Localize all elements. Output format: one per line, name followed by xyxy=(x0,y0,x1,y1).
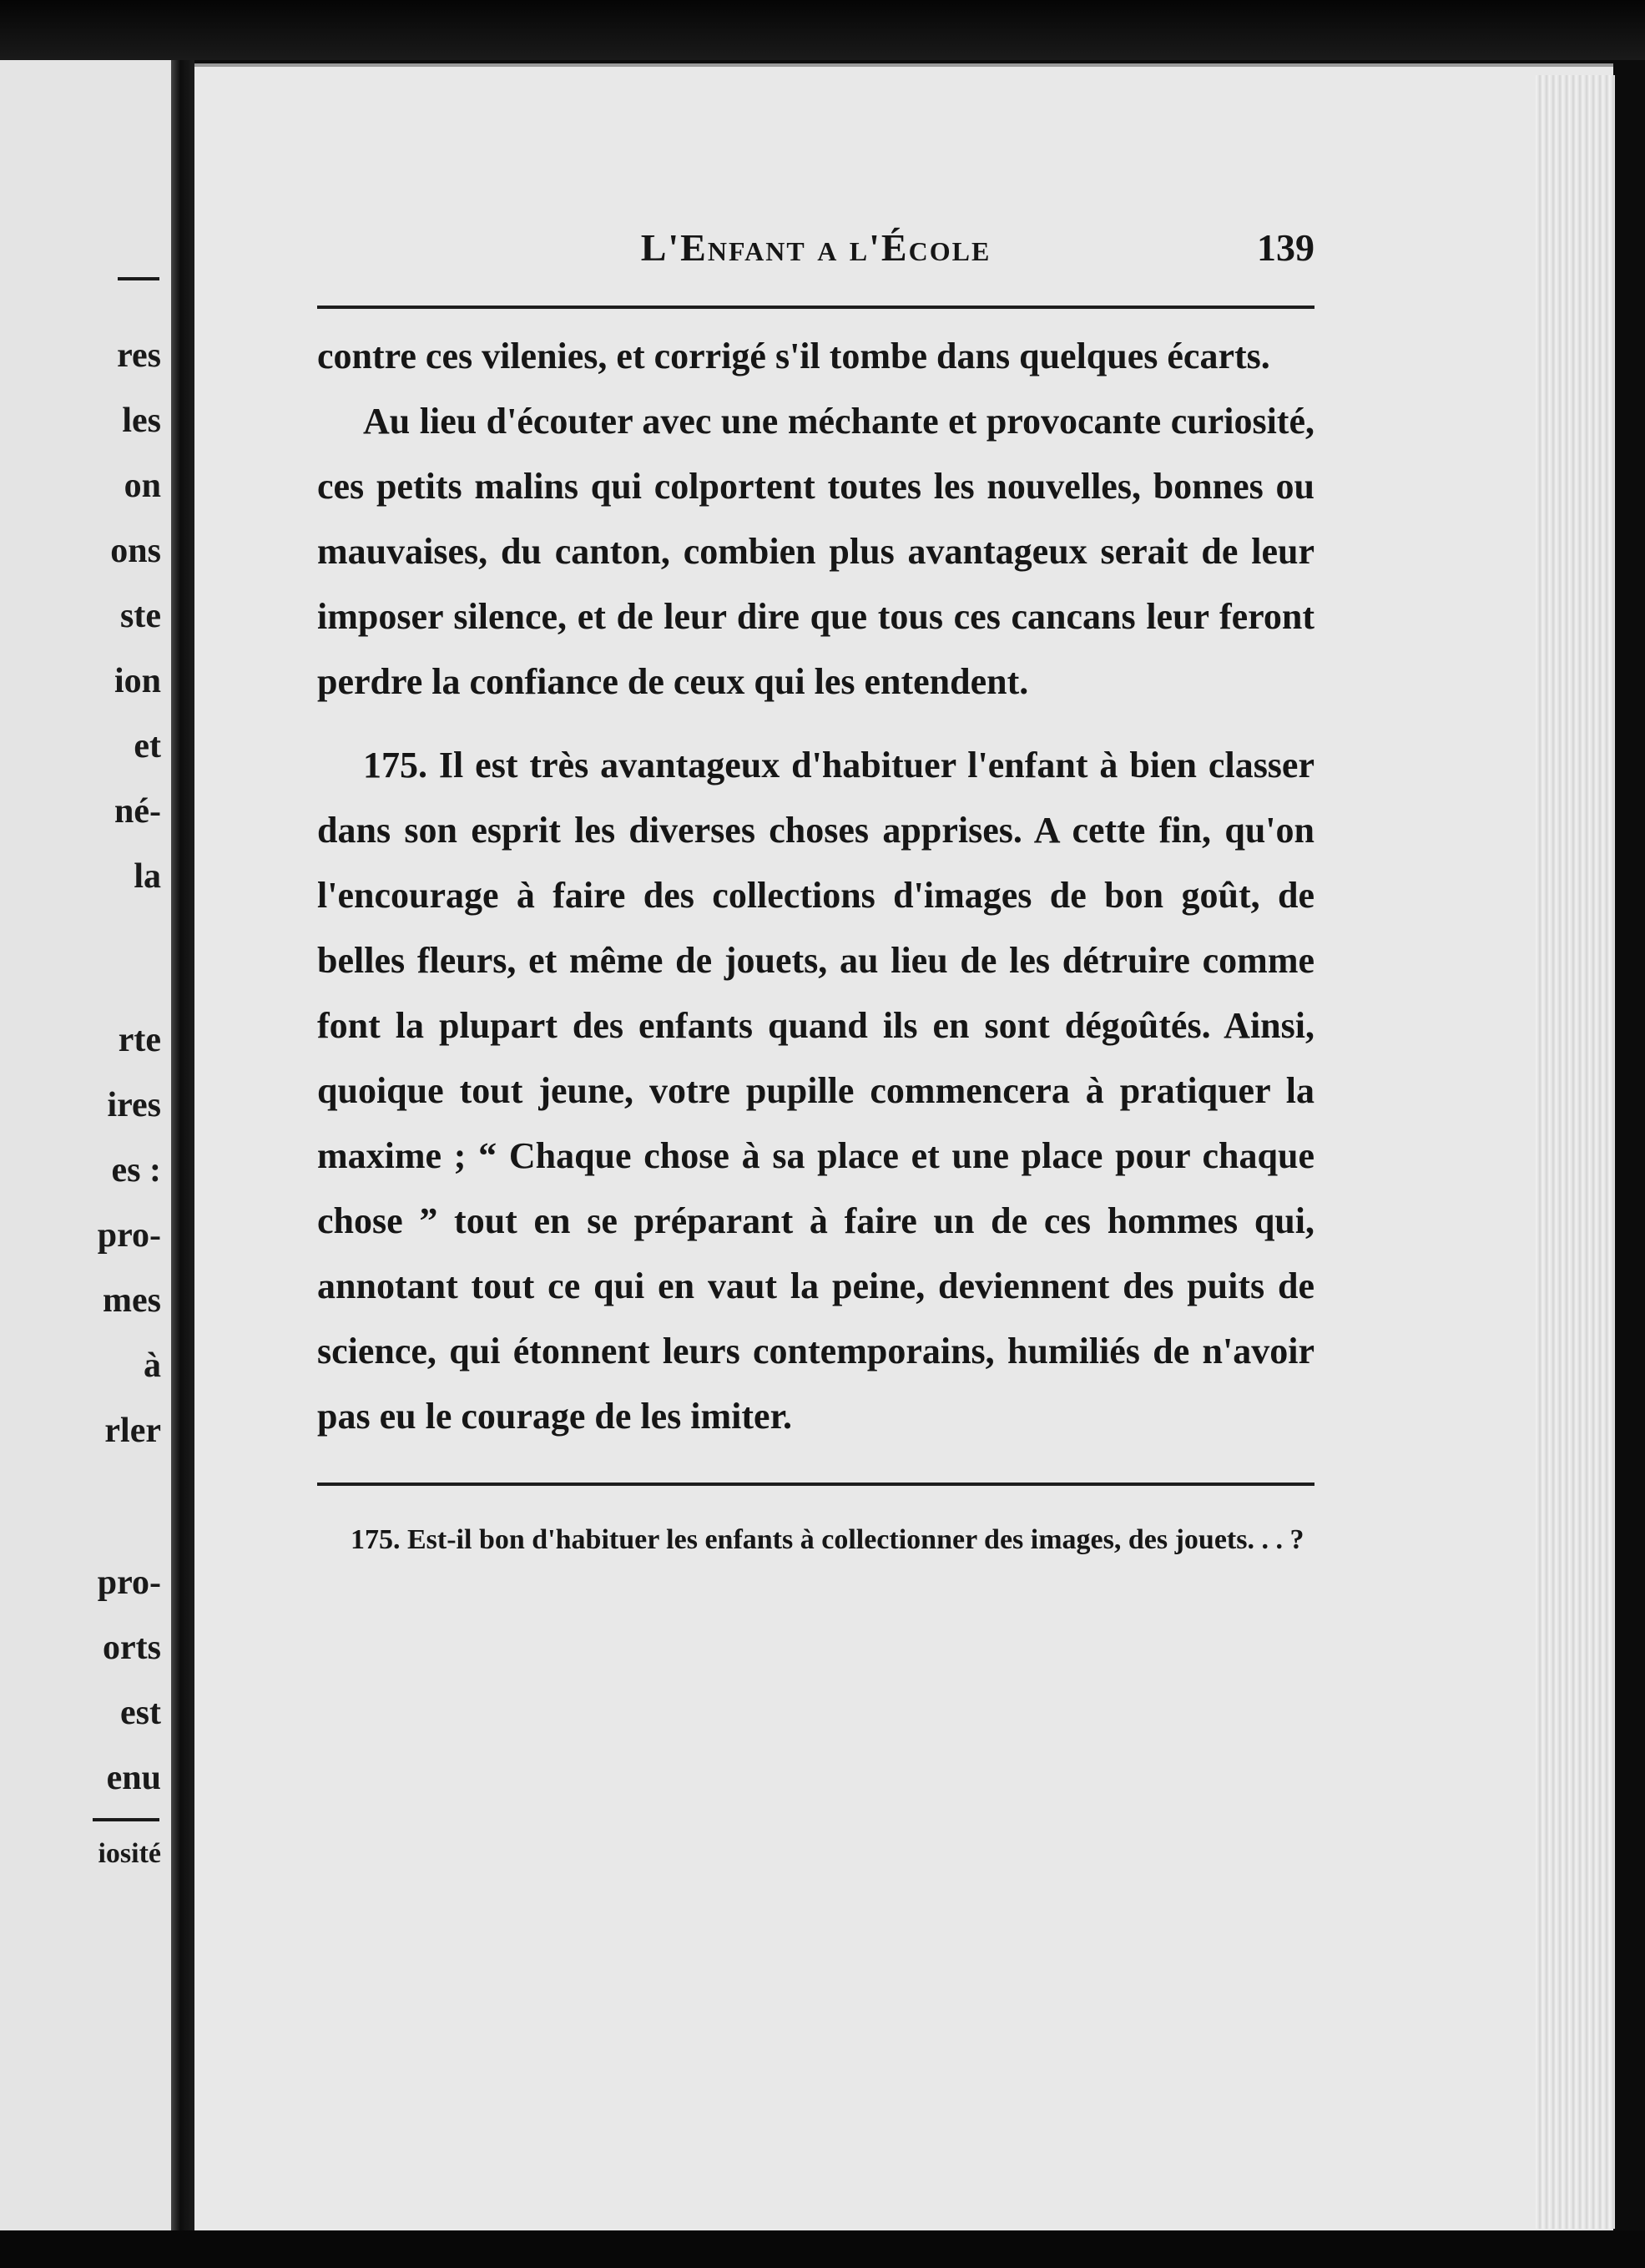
page-content xyxy=(317,225,1314,1561)
paragraph: Au lieu d'écouter avec une méchante et provocante curiosité, ces petits malins qui colportent toutes les nouvelles, bonnes ou mauvaises, du canton, combien plus avantageux serait de leur imposer silence, et de leur dire que tous ces cancans leur feront perdre la confiance de ceux qui les entendent. xyxy=(317,401,1314,702)
fragment-line: on xyxy=(124,467,161,505)
fragment-line: mes xyxy=(103,1281,161,1320)
footnote-number: 175. xyxy=(351,1524,401,1555)
previous-page-footnote-rule xyxy=(93,1818,159,1821)
fragment-line: rler xyxy=(104,1412,161,1450)
fragment-line: les xyxy=(122,402,161,440)
fragment-line: la xyxy=(134,857,161,896)
fragment-line: à xyxy=(144,1346,161,1385)
fragment-line: ires xyxy=(107,1086,161,1124)
page-number: 139 xyxy=(1257,226,1314,269)
footnote xyxy=(317,1519,1314,1561)
running-title: L'Enfant a l'École xyxy=(640,226,992,269)
fragment-line: est xyxy=(120,1694,161,1732)
fragment-line: pro- xyxy=(97,1563,161,1602)
page-header xyxy=(317,225,1314,301)
footnote-rule xyxy=(317,1483,1314,1486)
fragment-line: ste xyxy=(120,597,161,635)
fragment-line: res xyxy=(117,336,161,375)
fragment-line: enu xyxy=(106,1759,161,1797)
fragment-line: ion xyxy=(114,662,161,700)
previous-page-header-rule xyxy=(118,277,159,280)
paragraph-175 xyxy=(317,733,1314,1449)
scan-top-border xyxy=(0,0,1645,60)
fragment-line: ons xyxy=(110,532,161,570)
book-gutter xyxy=(171,60,194,2230)
fragment-line: pro- xyxy=(97,1216,161,1255)
body-text xyxy=(317,324,1314,1449)
fragment-line: rte xyxy=(118,1021,161,1059)
fragment-line: né- xyxy=(114,792,161,831)
page-stack-edge xyxy=(1536,75,1615,2229)
fragment-line: orts xyxy=(103,1629,161,1667)
fragment-line: iosité xyxy=(98,1838,161,1869)
fragment-line: et xyxy=(134,727,161,765)
paragraph-number: 175. xyxy=(363,745,427,785)
previous-page-fragment xyxy=(0,60,176,2230)
fragment-line: es : xyxy=(111,1151,161,1190)
footnote-text: Est-il bon d'habituer les enfants à collectionner des images, des jouets. . . ? xyxy=(407,1524,1304,1555)
scan-bottom-border xyxy=(0,2230,1645,2268)
paragraph-text: Il est très avantageux d'habituer l'enfant à bien classer dans son esprit les diverses choses apprises. A cette fin, qu'on l'encourage à faire des collections d'images de bon goût, de belles fleurs, et même de jouets, au lieu de les détruire comme font la plupart des enfants quand ils en sont dégoûtés. Ainsi, quoique tout jeune, votre pupille commencera à pratiquer la maxime ; “ Chaque chose à sa place et une place pour chaque chose ” tout en se préparant à faire un de ces hommes qui, annotant tout ce qui en vaut la peine, deviennent des puits de science, qui étonnent leurs contemporains, humiliés de n'avoir pas eu le courage de les imiter. xyxy=(317,745,1314,1437)
header-rule xyxy=(317,306,1314,309)
paragraph: contre ces vilenies, et corrigé s'il tombe dans quelques écarts. xyxy=(317,336,1270,376)
